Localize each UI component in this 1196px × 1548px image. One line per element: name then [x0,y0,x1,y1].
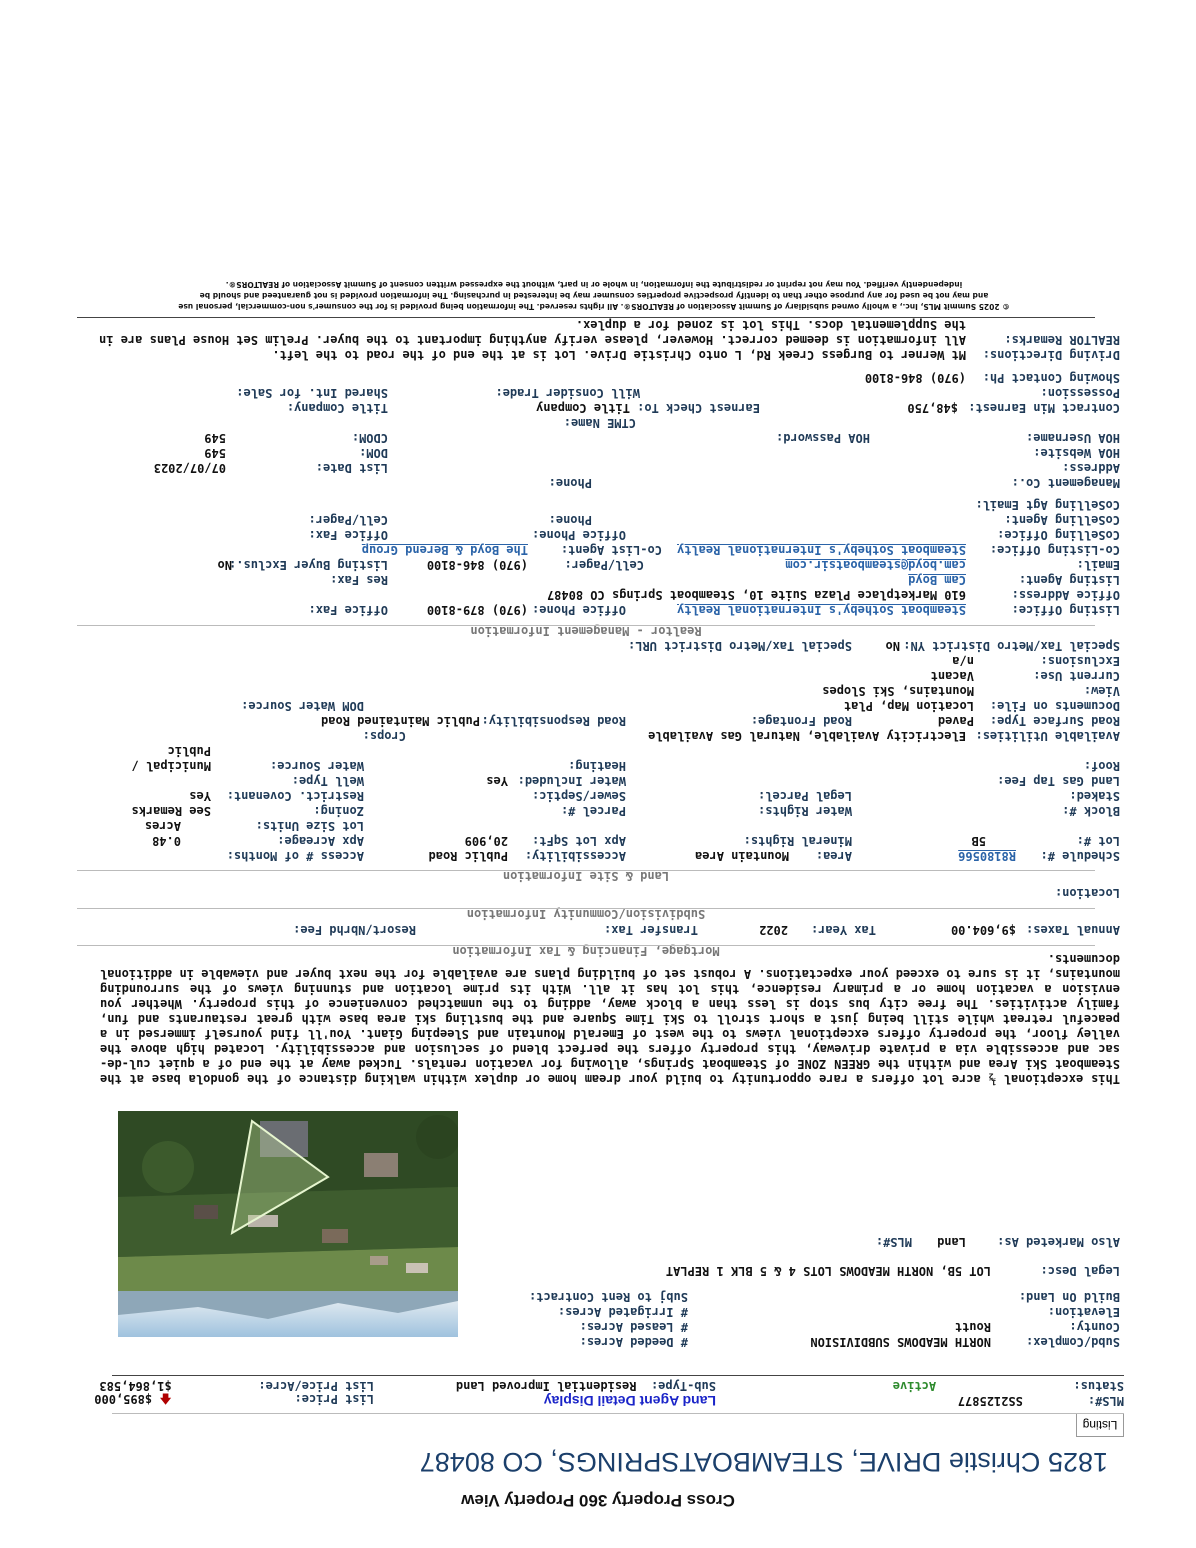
annual-taxes-label: Annual Taxes: [1026,923,1120,937]
co-agent-link[interactable]: The Boyd & Berend Group [361,543,528,557]
parcel-label: Parcel #: [560,804,626,818]
listing-agent-label: Listing Agent: [1018,573,1120,587]
view-value: Mountains, Ski Slopes [822,684,974,698]
road-surface-value: Paved [937,714,974,728]
earnest-check-label: Earnest Check To: [637,401,760,415]
zoning-label: Zoning: [313,804,364,818]
mls-value: SS2125877 [957,1394,1023,1408]
resort-fee-label: Resort/Nbrhd Fee: [293,923,416,937]
block-label: Block #: [1062,804,1120,818]
status-value: Active [892,1379,937,1393]
office-phone-value: (970) 879-8100 [426,603,528,617]
price-up-arrow-icon: 🡅 [159,1392,172,1406]
current-use-label: Current Use: [1033,669,1120,683]
well-label: Well Type: [291,774,364,788]
office-phone-label: Office Phone: [532,603,626,617]
earnest-label: Contract Min Earnest: [968,401,1120,415]
footer-line-3: independently verified. You may not reprint or redistribute the information, in whole or in part, without the expressed written consent of Summit Association of REALTORS®. [225,280,963,289]
mls-label: MLS#: [1087,1394,1124,1408]
co-agent-label: Co-List Agent: [560,543,662,557]
hoa-website-label: HOA Website: [1033,446,1120,460]
water-source-label: Water Source: [270,759,364,773]
realtor-remarks-line1: All information is deemed correct. However, please verify anything important to the buyer. Prelim Set House Plans are in [99,333,966,347]
public-remarks [100,951,1120,1086]
section-land: Land & Site Information [502,869,670,883]
legal-value: LOT 5B, NORTH MEADOWS LOTS 4 & 5 BLK 1 REPLAT [665,1264,991,1278]
listing-agent-link[interactable]: Cam Boyd [908,573,966,587]
build-label: Build On Land: [1018,1290,1120,1304]
property-address: 1825 Christie DRIVE, STEAMBOATSPRINGS, CO 80487 [419,1447,1108,1477]
gas-tap-label: Land Gas Tap Fee: [997,774,1120,788]
list-price-label: List Price: [294,1392,374,1406]
crops-label: Crops: [362,729,406,743]
lot-units-label: Lot Size Units: [255,819,364,833]
price-acre-value: $1,864,583 [99,1379,172,1393]
leased-label: # Leased Acres: [579,1320,688,1334]
current-use-value: Vacant [930,669,974,683]
footer-line-1: © 2025 Summit MLS, Inc., a wholly owned subsidiary of Summit Association of REALTORS®. All rights reserved. The information being provided is for the consumer's non-commercial, personal use [178,302,1010,311]
area-label: Area: [815,849,852,863]
cs-office-fax-label: Office Fax: [308,528,388,542]
subtype-label: Sub-Type: [650,1379,716,1393]
realtor-remarks-label: REALTOR Remarks: [1004,333,1120,347]
page-title: Cross Property 360 Property View [461,1491,735,1510]
remarks-text: This exceptional ½ acre lot offers a rare opportunity to build your dream home or duplex within walking distance of the gondola base at the Steamboat Ski Area and within the GREEN ZONE of Steamboat Springs, allowing for vacation rentals. Tucked away at the end of a quiet cul-de-sac and accessible via a private driveway, this property offers the perfect blend of seclusion and accessibility. Located high above the valley floor, the property offers exceptional views to the west of Emerald Mountain and Sleeping Giant. You'll find yourself immersed in a peaceful retreat while still being just a short stroll to Ski Time Square and the bustling ski area base with great restaurants and fun, family activities. The free city bus stop is less than a block away, adding to the unmatched convenience of this property. Whether you envision a vacation home or a primary residence, this lot has it all. With its prime location and stunning views of the surrounding mountains, it is sure to exceed your expectations. A robust set of building plans are available for the next buyer and viewable in additional documents. [100,952,1120,1086]
mls-field [958,1394,1124,1408]
res-fax-label: Res Fax: [330,573,388,587]
elevation-label: Elevation: [1047,1305,1120,1319]
utilities-label: Available Utilities: [975,729,1120,743]
section-realtor: Realtor - Management Information [470,624,702,638]
buyer-excl-label: Listing Buyer Exclus.: [229,558,388,572]
subd-value: NORTH MEADOWS SUBDIVISION [810,1335,991,1349]
address-label: Address: [1062,461,1120,475]
driving-label: Driving Directions: [982,348,1120,362]
lot-value: 5B [971,834,986,848]
road-frontage-label: Road Frontage: [750,714,852,728]
lot-label: Lot #: [1076,834,1120,848]
office-address-value: 610 Marketplace Plaza Suite 10, Steamboat Springs CO 80487 [546,588,966,602]
access-months-label: Access # of Months: [226,849,364,863]
list-date-value: 07/07/2023 [153,461,226,475]
road-surface-label: Road Surface Type: [989,714,1120,728]
restrict-value: Yes [189,789,211,803]
heating-label: Heating: [568,759,626,773]
cs-agent-label: CoSelling Agent: [1004,513,1120,527]
shared-label: Shared Int. for Sale: [236,386,388,400]
special-tax-value: No [885,639,900,653]
zoning-value: See Remarks [131,804,211,818]
apx-sqft-value: 20,909 [464,834,508,848]
header-divider [112,1375,1124,1376]
cs-email-label: CoSelling Agt Email: [975,498,1120,512]
earnest-check-value: Title Company [536,401,630,415]
road-resp-value: Public Maintained Road [321,714,480,728]
co-office-label: Co-Listing Office: [989,543,1120,557]
mgmt-label: Management Co.: [1011,476,1120,490]
office-address-label: Office Address: [1011,588,1120,602]
area-value: Mountain Area [695,849,789,863]
subtype-field [456,1379,716,1393]
cs-cell-label: Cell/Pager: [308,513,388,527]
tax-year-label: Tax Year: [810,923,876,937]
restrict-label: Restrict. Covenant: [226,789,364,803]
trade-label: Will Consider Trade: [495,386,640,400]
accessibility-value: Public Road [428,849,508,863]
road-resp-label: Road Responsibility: [481,714,626,728]
hoa-username-label: HOA Username: [1026,431,1120,445]
water-source-value-1: Municipal / [131,759,211,773]
footer-line-2: and may not be used for any purpose other than to identify prospective properties consumer may be interested in purchasing. The information provided is not guaranteed and should be [199,291,989,300]
ctme-label: CTME Name: [563,416,636,430]
transfer-tax-label: Transfer Tax: [604,923,698,937]
annual-taxes-value: $9,604.00 [950,923,1016,937]
cdom-value: 549 [204,431,226,445]
irrigated-label: # Irrigated Acres: [557,1305,688,1319]
footer-rule [77,317,1095,318]
deeded-label: # Deeded Acres: [579,1335,688,1349]
county-value: Routt [954,1320,991,1334]
utilities-value: Electricity Available, Natural Gas Available [648,729,966,743]
subj-rent-label: Subj to Rent Contract: [529,1290,688,1304]
sewer-label: Sewer/Septic: [532,789,626,803]
apx-acreage-label: Apx Acreage: [277,834,364,848]
tab-divider [112,1413,1124,1414]
showing-label: Showing Contact Ph: [982,371,1120,385]
realtor-remarks-line2: the Supplemental docs. This lot is zoned for a duplex. [575,318,966,332]
earnest-value: $48,750 [907,401,958,415]
footer-disclaimer [74,279,1114,312]
subtype-value: Residential Improved Land [455,1379,637,1393]
special-tax-label: Special Tax/Metro District YN: [903,639,1120,653]
special-url-label: Special Tax/Metro District URL: [628,639,852,653]
cdom-label: CDOM: [351,431,388,445]
water-source-value-2: Public [167,744,211,758]
water-rights-label: Water Rights: [758,804,852,818]
also-marketed-label: Also Marketed As: [997,1235,1120,1249]
price-acre-field [99,1379,374,1393]
apx-acreage-value: 0.48 [152,834,181,848]
location-label: Location: [1054,886,1120,900]
property-photo [118,1111,458,1337]
listing-office-link[interactable]: Steamboat Sotheby's International Realty [677,603,966,617]
listing-office-label: Listing Office: [1011,603,1120,617]
cell-value: (970) 846-8100 [426,558,528,572]
legal-label: Legal Desc: [1040,1264,1120,1278]
driving-value: Mt Werner to Burgess Creek Rd, L onto Christie Drive. Lot is at the end of the road to the left. [272,348,966,362]
section-mortgage-rule [77,945,1095,946]
water-inc-value: Yes [486,774,508,788]
staked-label: Staked: [1069,789,1120,803]
list-date-label: List Date: [315,461,388,475]
tab-listing[interactable] [1076,1414,1124,1437]
roof-label: Roof: [1083,759,1120,773]
schedule-label: Schedule #: [1040,849,1120,863]
dom-water-label: DOM Water Source: [241,699,364,713]
apx-sqft-label: Apx Lot SqFt: [532,834,626,848]
docs-label: Documents on File: [989,699,1120,713]
lot-units-value: Acres [144,819,181,833]
title-co-label: Title Company: [286,401,388,415]
also-marketed-value: Land [937,1235,966,1249]
list-price-value: $895,000 [94,1392,153,1406]
possession-label: Possession: [1040,386,1120,400]
buyer-excl-value: No [217,558,232,572]
exclusions-value: n/a [952,654,974,668]
mineral-label: Mineral Rights: [743,834,852,848]
mls2-label: MLS#: [875,1235,912,1249]
county-label: County: [1069,1320,1120,1334]
section-mortgage: Mortgage, Financing & Tax Information [452,944,720,958]
email-link[interactable]: cam.boyd@steamboatsir.com [785,558,966,572]
section-land-rule [77,870,1095,871]
cs-office-phone-label: Office Phone: [532,528,626,542]
legal-parcel-label: Legal Parcel: [758,789,852,803]
section-subdivision: Subdivision/Community Information [466,907,706,921]
cs-phone-label: Phone: [548,513,592,527]
mgmt-phone-label: Phone: [548,476,592,490]
accessibility-label: Accessibility: [524,849,626,863]
hoa-password-label: HOA Password: [776,431,870,445]
exclusions-label: Exclusions: [1040,654,1120,668]
schedule-link[interactable]: R8180566 [958,849,1016,863]
section-realtor-rule [77,625,1095,626]
detail-display-title: Land Agent Detail Display [543,1393,716,1409]
tax-year-value: 2022 [759,923,788,937]
tab-listing-label: Listing [1082,1418,1118,1432]
email-label: Email: [1076,558,1120,572]
docs-value: Location Map, Plat [843,699,974,713]
status-label: Status: [1073,1379,1124,1393]
subd-label: Subd/Complex: [1026,1335,1120,1349]
showing-value: (970) 846-8100 [864,371,966,385]
dom-label: DOM: [359,446,388,460]
view-label: View: [1083,684,1120,698]
price-acre-label: List Price/Acre: [258,1379,374,1393]
office-fax-label: Office Fax: [308,603,388,617]
status-field [893,1379,1124,1393]
section-subdivision-rule [77,908,1095,909]
cell-label: Cell/Pager: [564,558,644,572]
dom-value: 549 [204,446,226,460]
cs-office-label: CoSelling Office: [997,528,1120,542]
co-office-link[interactable]: Steamboat Sotheby's International Realty [677,543,966,557]
water-inc-label: Water Included: [517,774,626,788]
